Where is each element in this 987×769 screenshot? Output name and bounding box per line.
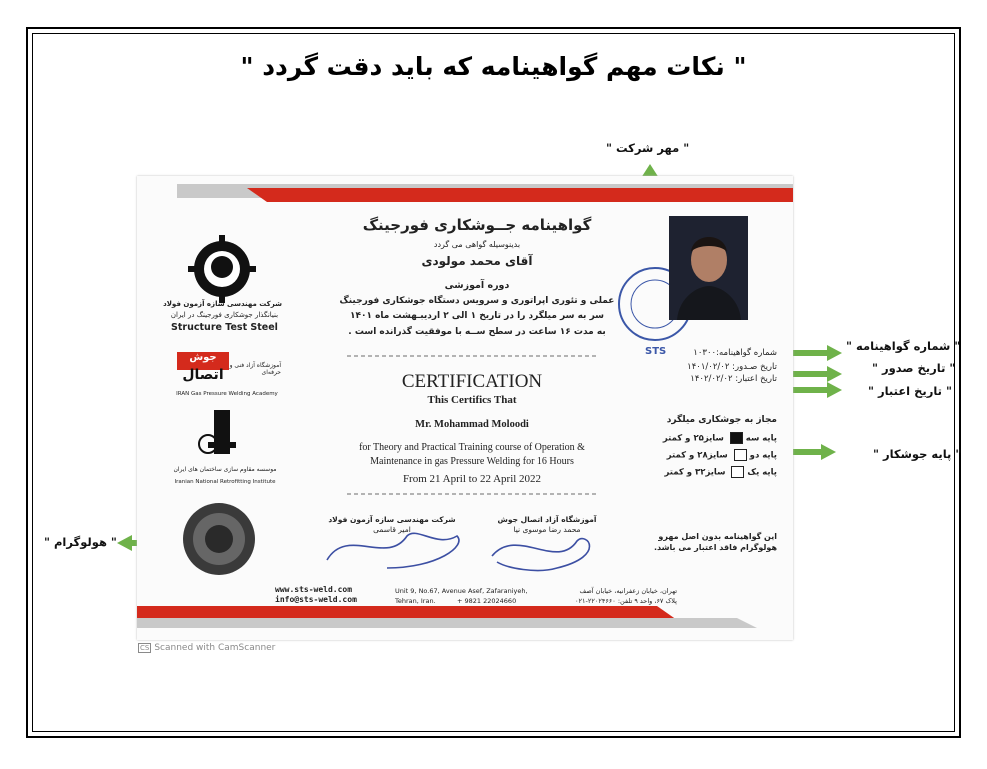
footer-email: info@sts-weld.com <box>275 595 357 604</box>
footer-phone-en: + 9821 22024660 <box>457 597 517 605</box>
logo-academy-en: IRAN Gas Pressure Welding Academy <box>176 391 278 397</box>
logo-institute-en: Iranian National Retrofitting Institute <box>174 479 276 485</box>
logo-institute-fa: موسسه مقاوم سازی ساختمان های ایران <box>173 466 277 473</box>
cert-fa-course-line2: سر به سر میلگرد را در تاریخ ۱ الی ۲ اردیبـهشت ماه ۱۴۰۱ <box>349 311 605 321</box>
footer-address-fa2: پلاک ۶۷، واحد ۹ تلفن: ۲۲۰۲۴۶۶۰-۰۲۱ <box>575 597 677 605</box>
cert-fa-name: آقای محمد مولودی <box>421 254 533 268</box>
level-size: سایز۳۲ و کمتر <box>664 467 726 478</box>
level-row <box>647 432 777 444</box>
annotation-hologram: " هولوگرام " <box>44 535 117 549</box>
applicant-photo <box>669 216 748 320</box>
certificate <box>137 176 793 640</box>
level-label: پایه دو <box>749 450 777 461</box>
logo-sts-fa2: بنیانگذار جوشکاری فورجینگ در ایران <box>170 311 279 319</box>
cert-en-title: CERTIFICATION <box>401 371 543 392</box>
cert-fa-title: گواهینامه جــوشکاری فورجینگ <box>362 216 592 234</box>
signature-academy-name: محمد رضا موسوی نیا <box>513 525 581 534</box>
footer-address-en2: Tehran, Iran. <box>395 597 436 605</box>
scanner-watermark <box>138 643 275 653</box>
validity-note-line2: هولوگرام فاقد اعتبار می باشد. <box>654 543 777 552</box>
level-label: پایه یک <box>747 467 777 478</box>
annotation-welder-level: " پایه جوشکار " <box>873 447 962 461</box>
level-checkbox <box>730 432 743 444</box>
camscanner-icon: CS <box>140 644 150 652</box>
logo-academy-fa2: اتصال <box>182 367 224 383</box>
logo-academy-fa1: جوش <box>189 352 217 363</box>
level-row <box>647 466 777 478</box>
signature-company-name: امیر قاسمی <box>373 525 411 534</box>
logo-academy-fa3: آموزشگاه آزاد فنی و حرفه‌ای <box>229 362 281 376</box>
cert-en-name: Mr. Mohammad Moloodi <box>415 419 529 430</box>
sts-mark: STS <box>645 346 667 357</box>
footer-address-en1: Unit 9, No.67, Avenue Asef, Zafaraniyeh, <box>395 587 528 595</box>
cert-en-dates: From 21 April to 22 April 2022 <box>402 473 542 485</box>
level-checkbox <box>734 449 747 461</box>
logo-sts-en: Structure Test Steel <box>171 322 278 333</box>
level-checkbox <box>731 466 744 478</box>
footer-address-fa1: تهران، خیابان زعفرانیه، خیابان آصف <box>579 587 677 595</box>
scanner-text: Scanned with CamScanner <box>154 643 276 653</box>
cert-fa-course-line1: عملی و تئوری اپراتوری و سرویس دستگاه جوشکاری فورجینگ <box>339 296 615 306</box>
cert-validity-line: تاریخ اعتبار: ۱۴۰۲/۰۲/۰۲ <box>690 374 777 384</box>
cert-issue-line: تاریخ صـدور: ۱۴۰۱/۰۲/۰۲ <box>687 362 777 372</box>
level-size: سایز۲۵ و کمتر <box>662 433 724 444</box>
cert-en-certifies: This Certifics That <box>427 394 517 406</box>
annotation-validity-date: " تاریخ اعتبار " <box>868 384 952 398</box>
level-label: پایه سه <box>745 433 777 444</box>
logo-sts-fa1: شرکت مهندسی سازه آزمون فولاد <box>163 300 282 308</box>
cert-fa-course-label: دوره آموزشی <box>444 280 510 291</box>
cert-number-line: شماره گواهینامه:۱۰۳۰۰ <box>693 348 777 358</box>
level-row <box>647 449 777 461</box>
annotation-cert-number: " شماره گواهینامه " <box>846 339 961 353</box>
signature-company-title: شرکت مهندسی سازه آزمون فولاد <box>328 515 456 524</box>
validity-note-line1: این گواهینامه بدون اصل مهرو <box>658 532 777 541</box>
level-size: سایز۲۸ و کمتر <box>666 450 728 461</box>
cert-fa-hereby: بدینوسیله گواهی می گردد <box>433 240 521 249</box>
cert-fa-course-line3: به مدت ۱۶ ساعت در سطح ســه با موفقیت گذرانده است . <box>348 327 606 337</box>
footer-web: www.sts-weld.com <box>275 585 353 594</box>
signature-academy-title: آموزشگاه آزاد اتصال جوش <box>497 515 597 524</box>
annotation-issue-date: " تاریخ صدور " <box>872 361 956 375</box>
page-title: " نکات مهم گواهینامه که باید دقت گردد " <box>240 52 747 81</box>
cert-en-course-line1: for Theory and Practical Training course of Operation & <box>359 442 585 453</box>
permit-title: مجاز به جوشکاری میلگرد <box>666 415 777 425</box>
cert-en-course-line2: Maintenance in gas Pressure Welding for 16 Hours <box>370 456 574 467</box>
annotation-stamp: " مهر شرکت " <box>606 141 690 155</box>
